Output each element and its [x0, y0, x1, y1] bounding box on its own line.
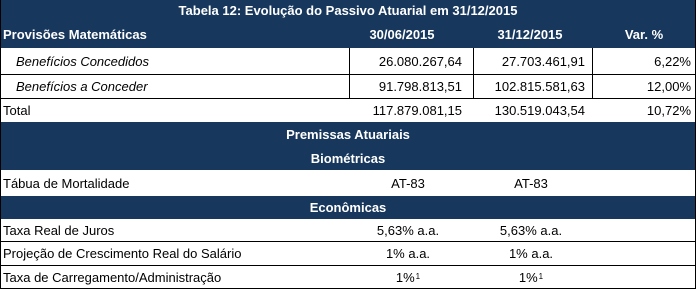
economicas-title-row — [0, 196, 696, 219]
row-value-2: 102.815.581,63 — [494, 79, 585, 94]
row-value-2: AT-83 — [514, 175, 548, 191]
value-text: 1% — [518, 269, 538, 285]
table-row — [0, 75, 696, 99]
row-label: Tábua de Mortalidade — [3, 175, 130, 191]
table-row — [0, 170, 696, 196]
row-value-1: 1% a.a. — [385, 246, 431, 261]
row-value-2: 1% 1 — [518, 269, 544, 285]
premissas-title-row — [0, 122, 696, 146]
value-text: 1% — [395, 269, 415, 285]
biometricas-title-row — [0, 146, 696, 170]
row-value-1: AT-83 — [391, 175, 425, 191]
header-provisoes: Provisões Matemáticas — [3, 27, 147, 42]
total-value-2: 130.519.043,54 — [494, 103, 585, 118]
row-label: Taxa de Carregamento/Administração — [3, 269, 222, 285]
row-label: Taxa Real de Juros — [3, 222, 115, 238]
total-row — [0, 99, 696, 122]
premissas-title: Premissas Atuariais — [286, 126, 410, 142]
table-row — [0, 266, 696, 289]
table-header-row — [0, 21, 696, 48]
row-label: Benefícios a Conceder — [16, 79, 148, 94]
total-value-1: 117.879.081,15 — [372, 103, 462, 118]
total-label: Total — [3, 103, 31, 118]
header-date-2: 31/12/2015 — [497, 27, 563, 42]
table-title-row — [0, 0, 696, 21]
row-value-1: 1% 1 — [395, 269, 421, 285]
row-var: 12,00% — [646, 79, 691, 94]
total-var: 10,72% — [646, 103, 691, 118]
row-value-2: 1% a.a. — [508, 246, 554, 261]
row-label: Projeção de Crescimento Real do Salário — [3, 246, 242, 261]
table-title: Tabela 12: Evolução do Passivo Atuarial em 31/12/2015 — [178, 3, 518, 18]
table-row — [0, 219, 696, 242]
header-var: Var. % — [624, 27, 664, 42]
table-row — [0, 242, 696, 266]
row-value-1: 91.798.813,51 — [378, 79, 462, 94]
table-row — [0, 48, 696, 75]
economicas-title: Econômicas — [309, 200, 387, 215]
row-value-1: 5,63% a.a. — [376, 222, 440, 238]
biometricas-title: Biométricas — [310, 150, 386, 166]
row-var: 6,22% — [654, 53, 691, 69]
row-label: Benefícios Concedidos — [16, 53, 149, 69]
header-date-1: 30/06/2015 — [369, 27, 435, 42]
row-value-2: 27.703.461,91 — [501, 53, 585, 69]
row-value-2: 5,63% a.a. — [499, 222, 563, 238]
row-value-1: 26.080.267,64 — [378, 53, 462, 69]
